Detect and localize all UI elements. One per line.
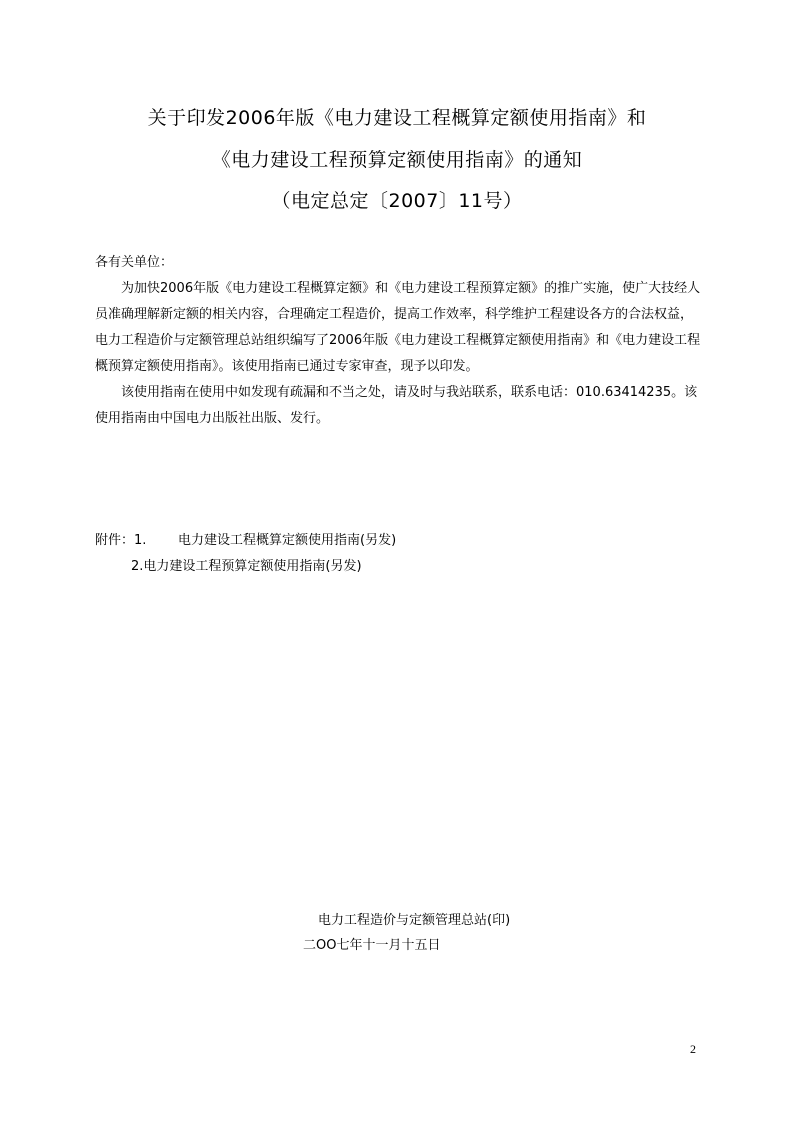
- attachment-item-2: 2.电力建设工程预算定额使用指南(另发): [131, 559, 362, 574]
- attachment-item-1: 电力建设工程概算定额使用指南(另发): [178, 533, 397, 548]
- paragraph-2: 该使用指南在使用中如发现有疏漏和不当之处，请及时与我站联系，联系电话：010.63414235。该使用指南由中国电力出版社出版、发行。: [95, 385, 698, 426]
- salutation: 各有关单位：: [95, 255, 174, 270]
- signature-organization: 电力工程造价与定额管理总站(印): [318, 913, 511, 928]
- title-line-2: 《电力建设工程预算定额使用指南》的通知: [211, 149, 583, 171]
- page-number: 2: [690, 1042, 696, 1056]
- paragraph-1: 为加快2006年版《电力建设工程概算定额》和《电力建设工程预算定额》的推广实施，使广大技经人员准确理解新定额的相关内容，合理确定工程造价，提高工作效率，科学维护工程建设各方的合法权益，电力工程造价与定额管理总站组织编写了2006年版《电力建设工程概算定额使用指南》和《电力建设工程概预算定额使用指南》。该使用指南已通过专家审查，现予以印发。: [95, 281, 701, 374]
- attachments-label: 附件：1.: [95, 533, 147, 548]
- document-number: （电定总定〔2007〕11号）: [271, 190, 523, 212]
- title-line-1: 关于印发2006年版《电力建设工程概算定额使用指南》和: [147, 107, 647, 129]
- signature-date: 二OO七年十一月十五日: [303, 938, 441, 953]
